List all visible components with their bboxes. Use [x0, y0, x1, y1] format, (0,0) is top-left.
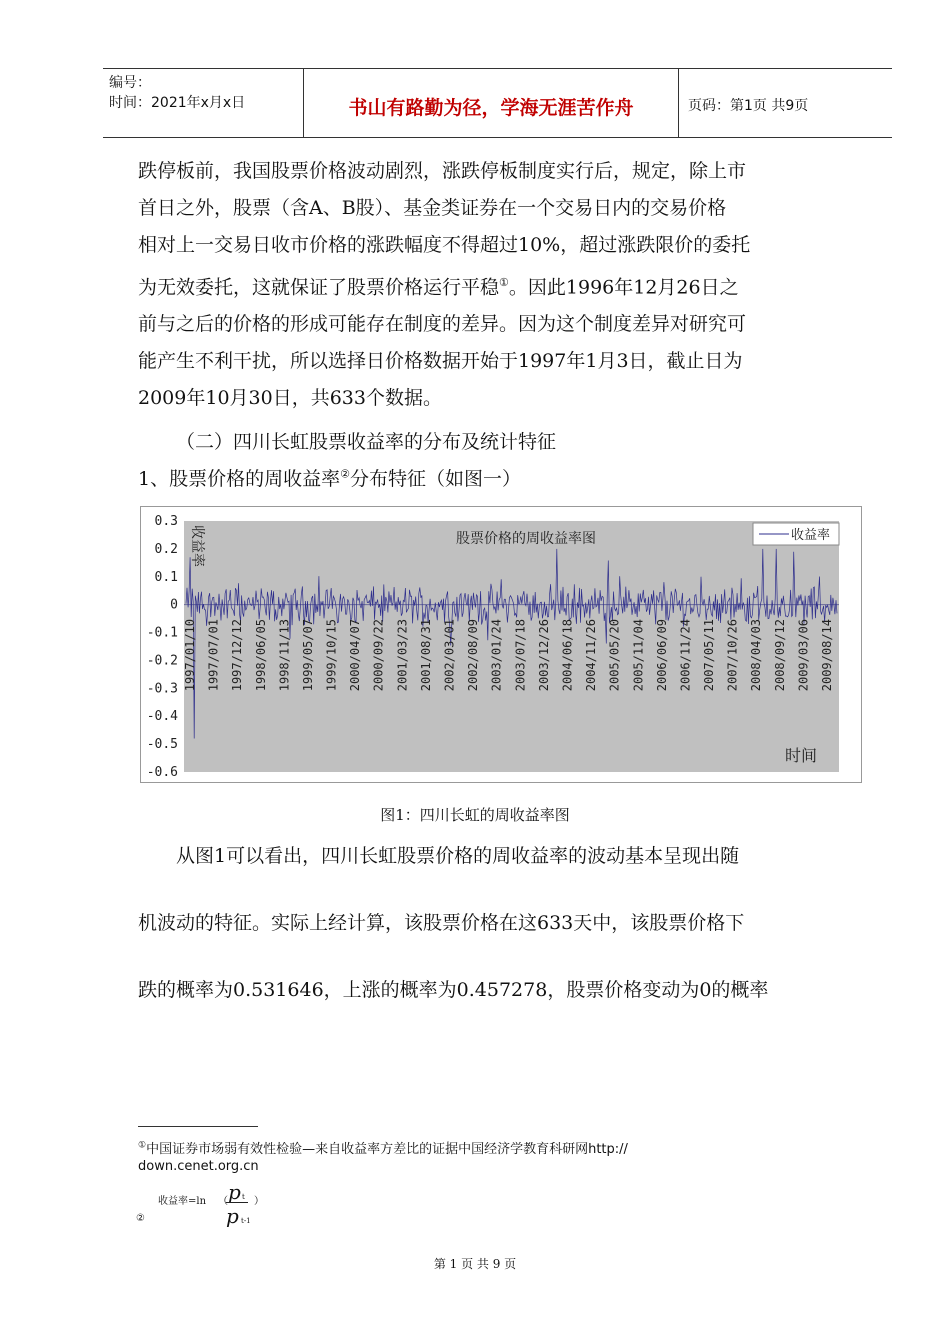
x-tick-label: 2000/09/22 — [371, 619, 386, 692]
page-label: 页码：第1页 共9页 — [688, 98, 809, 114]
y-tick-label: -0.5 — [146, 737, 178, 753]
y-tick-label: -0.4 — [146, 709, 178, 725]
footnote-rule — [138, 1126, 258, 1127]
paragraph-analysis — [138, 842, 858, 1004]
legend-label: 收益率 — [791, 528, 831, 543]
paragraph-line: 机波动的特征。实际上经计算，该股票价格在这633天中，该股票价格下 — [138, 912, 745, 934]
x-tick-label: 2009/03/06 — [796, 619, 811, 692]
x-tick-label: 2002/08/09 — [466, 619, 481, 692]
x-tick-label: 1998/11/13 — [277, 619, 292, 692]
paragraph-intro — [138, 153, 858, 417]
x-tick-label: 2006/06/09 — [654, 619, 669, 692]
x-tick-label: 2001/08/31 — [418, 619, 433, 692]
subheading: 1、股票价格的周收益率②分布特征（如图一） — [138, 467, 521, 490]
header-page-cell — [678, 69, 892, 137]
footnote-2-mark: ② — [136, 1213, 145, 1224]
header-motto-cell — [303, 69, 679, 137]
chart-title: 股票价格的周收益率图 — [456, 531, 596, 547]
chart-svg — [141, 507, 861, 782]
formula-label: 收益率=ln — [158, 1196, 207, 1207]
x-tick-label: 2009/08/14 — [820, 619, 834, 692]
x-tick-label: 2007/10/26 — [725, 619, 740, 692]
section-heading: （二）四川长虹股票收益率的分布及统计特征 — [176, 431, 557, 453]
document-header — [103, 68, 892, 138]
paragraph-line: 从图1可以看出，四川长虹股票价格的周收益率的波动基本呈现出随 — [176, 845, 740, 867]
x-tick-label: 2008/04/03 — [749, 619, 764, 692]
x-tick-label: 1999/05/07 — [300, 619, 315, 692]
x-tick-label: 1997/01/10 — [183, 619, 197, 692]
x-tick-label: 2002/03/01 — [442, 619, 457, 692]
paragraph-line: 跌的概率为0.531646，上涨的概率为0.457278，股票价格变动为0的概率 — [138, 979, 769, 1001]
header-meta — [103, 69, 303, 137]
fraction-bar — [226, 1202, 248, 1203]
paragraph-line: 跌停板前，我国股票价格波动剧烈，涨跌停板制度实行后，规定，除上市 — [138, 160, 747, 182]
formula-denominator: p — [226, 1204, 239, 1228]
x-tick-label: 1997/07/01 — [206, 619, 221, 692]
x-tick-label: 2008/09/12 — [772, 619, 787, 692]
x-axis-label: 时间 — [784, 746, 818, 765]
figure-caption: 图1：四川长虹的周收益率图 — [380, 806, 570, 824]
page-footer: 第 1 页 共 9 页 — [433, 1257, 517, 1271]
x-tick-label: 2001/03/23 — [395, 619, 410, 692]
header-motto: 书山有路勤为径，学海无涯苦作舟 — [348, 97, 634, 119]
x-tick-label: 2006/11/24 — [678, 619, 693, 692]
y-tick-label: 0 — [170, 597, 178, 613]
x-tick-label: 2005/05/20 — [607, 619, 622, 692]
paragraph-line: 能产生不利干扰，所以选择日价格数据开始于1997年1月3日，截止日为 — [138, 350, 743, 373]
x-tick-label: 2003/12/26 — [536, 619, 551, 692]
x-tick-label: 1997/12/12 — [230, 619, 245, 692]
return-formula: 收益率=ln （ p t ） p t-1 — [158, 1180, 264, 1228]
footnote-ref-2: ② — [340, 467, 350, 481]
x-tick-label: 1998/06/05 — [253, 619, 268, 692]
x-tick-label: 2004/06/18 — [560, 619, 575, 692]
x-tick-label: 2007/05/11 — [702, 619, 717, 692]
number-label: 编号： — [109, 75, 151, 91]
formula-numerator: p — [228, 1180, 241, 1204]
paragraph-line: 2009年10月30日，共633个数据。 — [138, 387, 442, 410]
x-tick-label: 2005/11/04 — [631, 619, 646, 692]
y-tick-label: 0.1 — [154, 569, 178, 585]
footnote-1-url: down.cenet.org.cn — [138, 1159, 259, 1174]
footnote-ref-1: ① — [499, 276, 509, 289]
x-tick-label: 2003/01/24 — [489, 619, 504, 692]
x-tick-label: 2003/07/18 — [513, 619, 528, 692]
time-label: 时间：2021年x月x日 — [109, 95, 246, 111]
y-tick-label: 0.2 — [154, 541, 178, 557]
weekly-return-chart — [140, 506, 862, 783]
y-tick-label: -0.2 — [146, 653, 178, 669]
y-tick-label: -0.6 — [146, 765, 178, 780]
paragraph-line: 前与之后的价格的形成可能存在制度的差异。因为这个制度差异对研究可 — [138, 313, 747, 336]
x-tick-label: 2004/11/26 — [584, 619, 599, 692]
paragraph-line: 相对上一交易日收市价格的涨跌幅度不得超过10%，超过涨跌限价的委托 — [138, 234, 751, 256]
paragraph-line: 为无效委托，这就保证了股票价格运行平稳①。因此1996年12月26日之 — [138, 276, 739, 299]
paragraph-line: 首日之外，股票（含A、B股）、基金类证券在一个交易日内的交易价格 — [138, 197, 727, 219]
y-tick-label: 0.3 — [154, 514, 178, 529]
y-axis-label: 收益率 — [189, 525, 205, 567]
footnote-1: ①中国证券市场弱有效性检验—来自收益率方差比的证据中国经济学教育科研网http:// — [138, 1140, 628, 1157]
x-tick-label: 2000/04/07 — [348, 619, 363, 692]
x-tick-label: 1999/10/15 — [324, 619, 339, 692]
y-tick-label: -0.3 — [146, 681, 178, 697]
y-tick-label: -0.1 — [146, 625, 178, 641]
